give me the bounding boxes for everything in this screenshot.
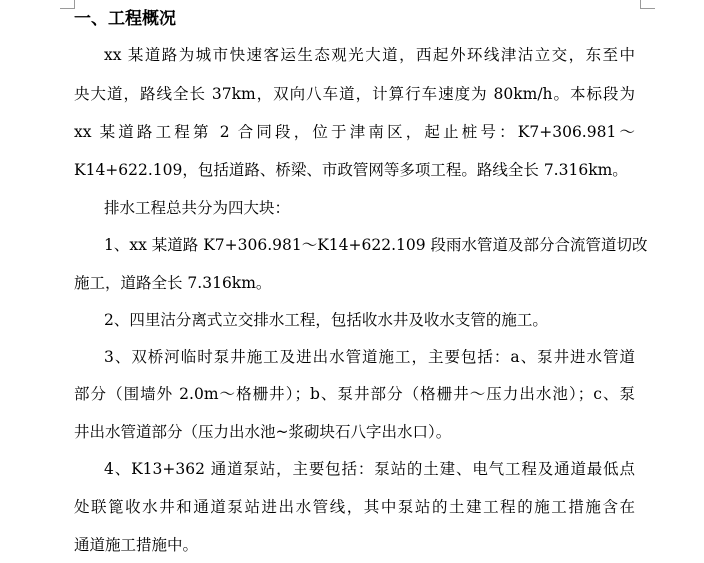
margin-corner-mark-left <box>60 0 75 9</box>
paragraph-1-line-2: 央大道，路线全长 37km，双向八车道，计算行车速度为 80km/h。本标段为 <box>74 85 635 103</box>
section-heading: 一、工程概况 <box>74 9 176 29</box>
list-item-3-line-3: 井出水管道部分（压力出水池~浆砌块石八字出水口）。 <box>74 423 452 441</box>
list-item-1-line-1: 1、xx 某道路 K7+306.981～K14+622.109 段雨水管道及部分合流管道切改 <box>104 236 648 254</box>
list-item-4-line-3: 通道施工措施中。 <box>74 536 199 554</box>
list-item-3-line-2: 部分（围墙外 2.0m～格栅井）；b、泵井部分（格栅井～压力出水池）；c、泵 <box>74 385 635 403</box>
list-item-3-line-1: 3、双桥河临时泵井施工及进出水管道施工，主要包括：a、泵井进水管道 <box>104 348 635 366</box>
paragraph-1-line-3: xx 某道路工程第 2 合同段，位于津南区，起止桩号：K7+306.981～ <box>74 123 635 141</box>
list-item-2-line-1: 2、四里沽分离式立交排水工程，包括收水井及收水支管的施工。 <box>104 311 548 329</box>
list-item-1-line-2: 施工，道路全长 7.316km。 <box>74 274 272 292</box>
list-item-4-line-2: 处联篦收水井和通道泵站进出水管线，其中泵站的土建工程的施工措施含在 <box>74 498 635 516</box>
list-item-4-line-1: 4、K13+362 通道泵站，主要包括：泵站的土建、电气工程及通道最低点 <box>104 460 635 478</box>
paragraph-1-line-1: xx 某道路为城市快速客运生态观光大道，西起外环线津沽立交，东至中 <box>104 46 635 64</box>
margin-corner-mark-right <box>640 0 655 9</box>
paragraph-1-line-4: K14+622.109，包括道路、桥梁、市政管网等多项工程。路线全长 7.316km。 <box>74 161 628 179</box>
paragraph-2-line-1: 排水工程总共分为四大块： <box>104 199 291 217</box>
